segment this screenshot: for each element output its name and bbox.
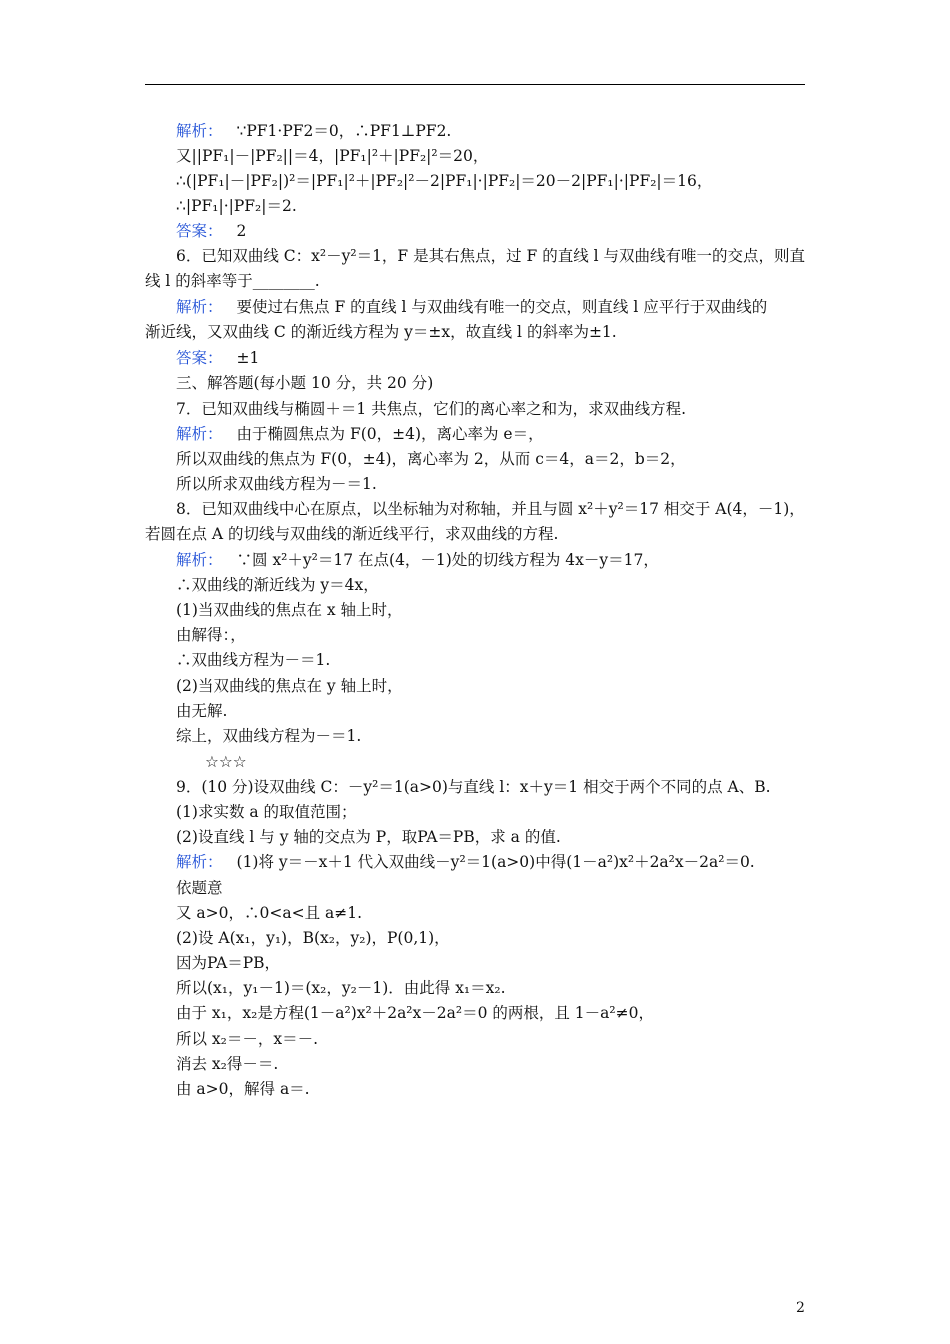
solution-label: 解析：	[176, 853, 223, 871]
text-line: (2)设 A(x₁，y₁)，B(x₂，y₂)，P(0,1)，	[176, 929, 450, 947]
header-rule	[145, 84, 805, 85]
text-line: 由 a>0，解得 a＝.	[176, 1080, 310, 1098]
star-divider: ☆☆☆	[205, 753, 247, 771]
text-line: 所以所求双曲线方程为－＝1.	[176, 475, 377, 493]
solution-label: 解析：	[176, 425, 223, 443]
answer-label: 答案：	[176, 349, 223, 367]
text-line: 又||PF₁|－|PF₂||＝4，|PF₁|²＋|PF₂|²＝20，	[176, 147, 489, 165]
text-line: 由解得：，	[176, 626, 246, 644]
text-line: 渐近线，又双曲线 C 的渐近线方程为 y＝±x，故直线 l 的斜率为±1.	[145, 323, 617, 341]
question-line: 8．已知双曲线中心在原点，以坐标轴为对称轴，并且与圆 x²＋y²＝17 相交于 A(4，－1)，	[176, 500, 805, 518]
text-line: 因为PA＝PB，	[176, 954, 281, 972]
text-line: 由于 x₁，x₂是方程(1－a²)x²＋2a²x－2a²＝0 的两根，且 1－a²≠0，	[176, 1004, 654, 1022]
text-line: 综上，双曲线方程为－＝1.	[176, 727, 362, 745]
page-number: 2	[796, 1300, 805, 1316]
text-line: 解析： ∵PF1·PF2＝0，∴PF1⊥PF2.	[176, 122, 452, 140]
section-heading: 三、解答题(每小题 10 分，共 20 分)	[176, 374, 434, 392]
question-line: 6．已知双曲线 C：x²－y²＝1，F 是其右焦点，过 F 的直线 l 与双曲线有唯一的交点，则直	[176, 247, 806, 265]
question-line: 线 l 的斜率等于________.	[145, 272, 320, 290]
text-line: 所以(x₁，y₁－1)＝(x₂，y₂－1)．由此得 x₁＝x₂.	[176, 979, 506, 997]
text-line: 消去 x₂得－＝.	[176, 1055, 279, 1073]
text-line: (1)当双曲线的焦点在 x 轴上时，	[176, 601, 403, 619]
solution-label: 解析：	[176, 298, 223, 316]
question-line: 若圆在点 A 的切线与双曲线的渐近线平行，求双曲线的方程.	[145, 525, 559, 543]
question-line: 9．(10 分)设双曲线 C：－y²＝1(a>0)与直线 l：x＋y＝1 相交于两个不同的点 A、B.	[176, 778, 771, 796]
text-line: 答案： 2	[176, 222, 247, 240]
text-line: 由无解.	[176, 702, 228, 720]
text-line: ∴|PF₁|·|PF₂|＝2.	[176, 197, 297, 215]
question-line: 7．已知双曲线与椭圆＋＝1 共焦点，它们的离心率之和为，求双曲线方程.	[176, 400, 687, 418]
text-line: 解析： (1)将 y＝－x＋1 代入双曲线－y²＝1(a>0)中得(1－a²)x²＋2a²x－2a²＝0.	[176, 853, 755, 871]
question-line: (2)设直线 l 与 y 轴的交点为 P，取PA＝PB，求 a 的值.	[176, 828, 561, 846]
text-line: ∴(|PF₁|－|PF₂|)²＝|PF₁|²＋|PF₂|²－2|PF₁|·|PF₂|＝20－2|PF₁|·|PF₂|＝16，	[176, 172, 713, 190]
solution-label: 解析：	[176, 551, 223, 569]
text-line: 解析： 要使过右焦点 F 的直线 l 与双曲线有唯一的交点，则直线 l 应平行于双曲线的	[176, 298, 768, 316]
text-line: 所以 x₂＝－，x＝－.	[176, 1030, 319, 1048]
question-line: (1)求实数 a 的取值范围；	[176, 803, 357, 821]
answer-label: 答案：	[176, 222, 223, 240]
solution-label: 解析：	[176, 122, 223, 140]
text-line: ∴双曲线的渐近线为 y＝4x，	[176, 576, 379, 594]
text-line: 又 a>0，∴0<a<且 a≠1.	[176, 904, 363, 922]
text-line: 解析： ∵圆 x²＋y²＝17 在点(4，－1)处的切线方程为 4x－y＝17，	[176, 551, 659, 569]
text-line: 所以双曲线的焦点为 F(0，±4)，离心率为 2，从而 c＝4，a＝2，b＝2，	[176, 450, 686, 468]
text-line: 依题意	[176, 879, 223, 897]
text-line: 解析： 由于椭圆焦点为 F(0，±4)，离心率为 e＝，	[176, 425, 544, 443]
text-line: 答案： ±1	[176, 349, 260, 367]
text-line: ∴双曲线方程为－＝1.	[176, 651, 331, 669]
text-line: (2)当双曲线的焦点在 y 轴上时，	[176, 677, 403, 695]
